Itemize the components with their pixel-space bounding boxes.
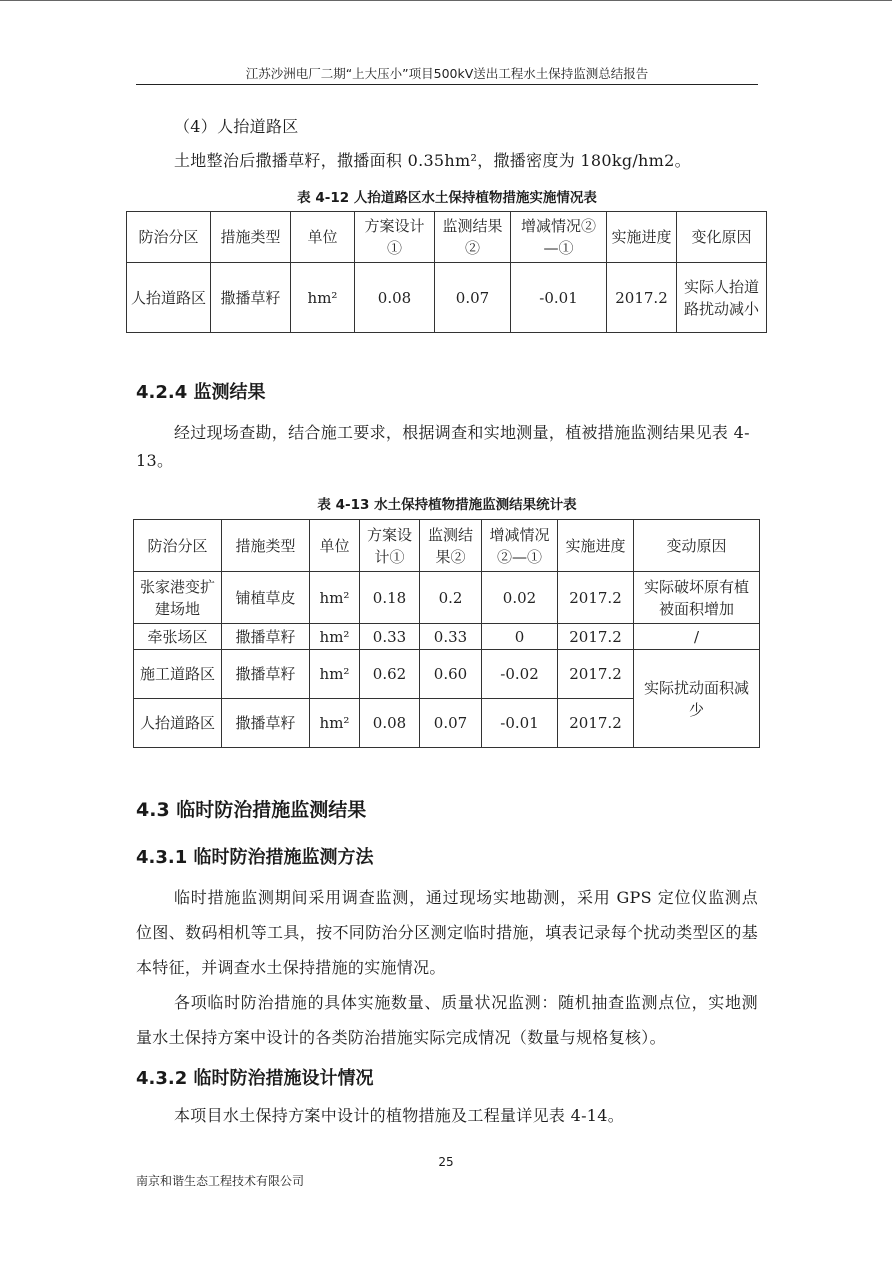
table-cell: -0.02	[482, 650, 558, 699]
header-rule	[136, 84, 758, 85]
table-4-13-caption: 表 4-13 水土保持植物措施监测结果统计表	[317, 497, 577, 513]
table-cell: 0.60	[420, 650, 482, 699]
table-4-12-caption: 表 4-12 人抬道路区水土保持植物措施实施情况表	[297, 190, 597, 206]
table-cell: 0.33	[420, 624, 482, 650]
header-cell: 单位	[291, 212, 355, 263]
table-cell: 施工道路区	[134, 650, 222, 699]
table-cell: 2017.2	[558, 624, 634, 650]
subsection-title: （4）人抬道路区	[174, 117, 299, 136]
table-row	[134, 572, 760, 624]
table-header-row	[127, 212, 767, 263]
table-cell: 2017.2	[607, 263, 677, 333]
table-4-13	[133, 519, 760, 748]
table-cell: 0.08	[355, 263, 435, 333]
footer-company: 南京和谐生态工程技术有限公司	[136, 1174, 305, 1188]
table-cell: 0.62	[360, 650, 420, 699]
table-cell: 撒播草籽	[222, 699, 310, 748]
table-cell: 撒播草籽	[222, 650, 310, 699]
table-cell: 2017.2	[558, 650, 634, 699]
table-cell: 0.07	[435, 263, 511, 333]
table-cell: 铺植草皮	[222, 572, 310, 624]
header-cell: 变动原因	[634, 520, 760, 572]
table-cell: 实际破坏原有植被面积增加	[634, 572, 760, 624]
table-cell: hm²	[310, 650, 360, 699]
table-cell: 实际人抬道路扰动减小	[677, 263, 767, 333]
header-cell: 单位	[310, 520, 360, 572]
subsection-paragraph: 土地整治后撒播草籽，撒播面积 0.35hm²，撒播密度为 180kg/hm2。	[174, 151, 691, 170]
section-heading-4-2-4: 4.2.4 监测结果	[136, 382, 266, 403]
header-cell: 措施类型	[222, 520, 310, 572]
header-cell: 增减情况②—①	[482, 520, 558, 572]
page-top-border	[0, 0, 892, 1]
table-cell: 牵张场区	[134, 624, 222, 650]
header-cell: 实施进度	[607, 212, 677, 263]
table-cell: 张家港变扩建场地	[134, 572, 222, 624]
table-cell: 2017.2	[558, 572, 634, 624]
table-row	[134, 650, 760, 699]
table-row	[134, 624, 760, 650]
header-cell: 措施类型	[211, 212, 291, 263]
table-cell: 人抬道路区	[134, 699, 222, 748]
running-header: 江苏沙洲电厂二期“上大压小”项目500kV送出工程水土保持监测总结报告	[245, 66, 649, 81]
table-cell: 撒播草籽	[211, 263, 291, 333]
table-cell: 撒播草籽	[222, 624, 310, 650]
table-cell: 0.2	[420, 572, 482, 624]
table-4-12	[126, 211, 767, 333]
table-cell: -0.01	[482, 699, 558, 748]
table-cell: 人抬道路区	[127, 263, 211, 333]
table-cell: 0.33	[360, 624, 420, 650]
header-cell: 监测结果②	[420, 520, 482, 572]
header-cell: 防治分区	[127, 212, 211, 263]
table-cell-merged: 实际扰动面积减少	[634, 650, 760, 748]
table-cell: 0.18	[360, 572, 420, 624]
table-cell: hm²	[291, 263, 355, 333]
header-cell: 增减情况②—①	[511, 212, 607, 263]
header-cell: 变化原因	[677, 212, 767, 263]
table-cell: 0.02	[482, 572, 558, 624]
header-cell: 方案设计①	[360, 520, 420, 572]
table-cell: 0.07	[420, 699, 482, 748]
paragraph-4-3-1-a: 临时措施监测期间采用调查监测，通过现场实地勘测，采用 GPS 定位仪监测点位图、数码相机等工具，按不同防治分区测定临时措施，填表记录每个扰动类型区的基本特征，并调查水土保持措施的实施情况。	[136, 888, 758, 977]
section-heading-4-3-2: 4.3.2 临时防治措施设计情况	[136, 1068, 374, 1089]
table-cell: -0.01	[511, 263, 607, 333]
table-cell: 0.08	[360, 699, 420, 748]
table-row	[127, 263, 767, 333]
header-cell: 方案设计①	[355, 212, 435, 263]
table-cell: hm²	[310, 699, 360, 748]
table-header-row	[134, 520, 760, 572]
paragraph-4-2-4: 经过现场查勘，结合施工要求，根据调查和实地测量，植被措施监测结果见表 4-13。	[136, 423, 750, 470]
paragraph-4-3-2: 本项目水土保持方案中设计的植物措施及工程量详见表 4-14。	[174, 1106, 625, 1125]
paragraph-4-3-1-b: 各项临时防治措施的具体实施数量、质量状况监测：随机抽查监测点位，实地测量水土保持方案中设计的各类防治措施实际完成情况（数量与规格复核）。	[136, 993, 758, 1047]
section-heading-4-3: 4.3 临时防治措施监测结果	[136, 799, 367, 821]
header-cell: 实施进度	[558, 520, 634, 572]
table-cell: /	[634, 624, 760, 650]
header-cell: 防治分区	[134, 520, 222, 572]
table-cell: 2017.2	[558, 699, 634, 748]
table-cell: hm²	[310, 572, 360, 624]
table-cell: hm²	[310, 624, 360, 650]
section-heading-4-3-1: 4.3.1 临时防治措施监测方法	[136, 847, 374, 868]
page-number: 25	[438, 1155, 454, 1169]
table-cell: 0	[482, 624, 558, 650]
header-cell: 监测结果②	[435, 212, 511, 263]
